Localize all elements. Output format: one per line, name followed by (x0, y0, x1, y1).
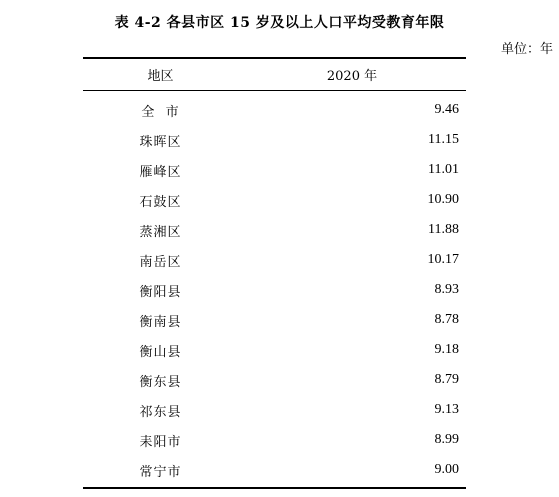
row-value: 8.99 (434, 432, 459, 447)
row-region: 全 市 (141, 104, 180, 120)
unit-label: 单位：年 (500, 42, 553, 57)
row-region: 珠晖区 (139, 134, 182, 150)
row-value: 11.15 (428, 132, 459, 147)
table-row (83, 95, 466, 125)
row-value: 10.90 (427, 192, 459, 207)
header-region: 地区 (147, 69, 174, 84)
row-region: 南岳区 (139, 254, 182, 270)
table-row (83, 395, 466, 425)
row-value: 8.93 (434, 282, 459, 297)
table-body (83, 91, 466, 487)
table-row (83, 365, 466, 395)
table-row (83, 155, 466, 185)
table-row (83, 245, 466, 275)
page-title: 表 4-2 各县市区 15 岁及以上人口平均受教育年限 (114, 15, 445, 31)
table-row (83, 425, 466, 455)
row-region: 衡南县 (139, 314, 182, 330)
table-row (83, 275, 466, 305)
row-value: 8.79 (434, 372, 459, 387)
row-region: 衡阳县 (139, 284, 182, 300)
row-region: 常宁市 (139, 464, 182, 480)
row-value: 9.46 (434, 102, 459, 117)
table-row (83, 305, 466, 335)
table-row (83, 215, 466, 245)
row-value: 9.00 (434, 462, 459, 477)
row-value: 9.13 (434, 402, 459, 417)
row-region: 石鼓区 (139, 194, 182, 210)
header-year: 2020 年 (326, 69, 378, 84)
row-region: 衡山县 (139, 344, 182, 360)
table-header-row (83, 59, 466, 90)
table-bottom-rule (83, 487, 466, 489)
table-row (83, 335, 466, 365)
row-value: 11.88 (428, 222, 459, 237)
row-value: 9.18 (434, 342, 459, 357)
row-value: 10.17 (427, 252, 459, 267)
table-row (83, 185, 466, 215)
row-region: 雁峰区 (139, 164, 182, 180)
row-region: 耒阳市 (139, 434, 182, 450)
row-value: 8.78 (434, 312, 459, 327)
row-value: 11.01 (428, 162, 459, 177)
row-region: 蒸湘区 (139, 224, 182, 240)
row-region: 衡东县 (139, 374, 182, 390)
table-row (83, 125, 466, 155)
row-region: 祁东县 (139, 404, 182, 420)
table-row (83, 455, 466, 485)
education-table (83, 57, 466, 489)
